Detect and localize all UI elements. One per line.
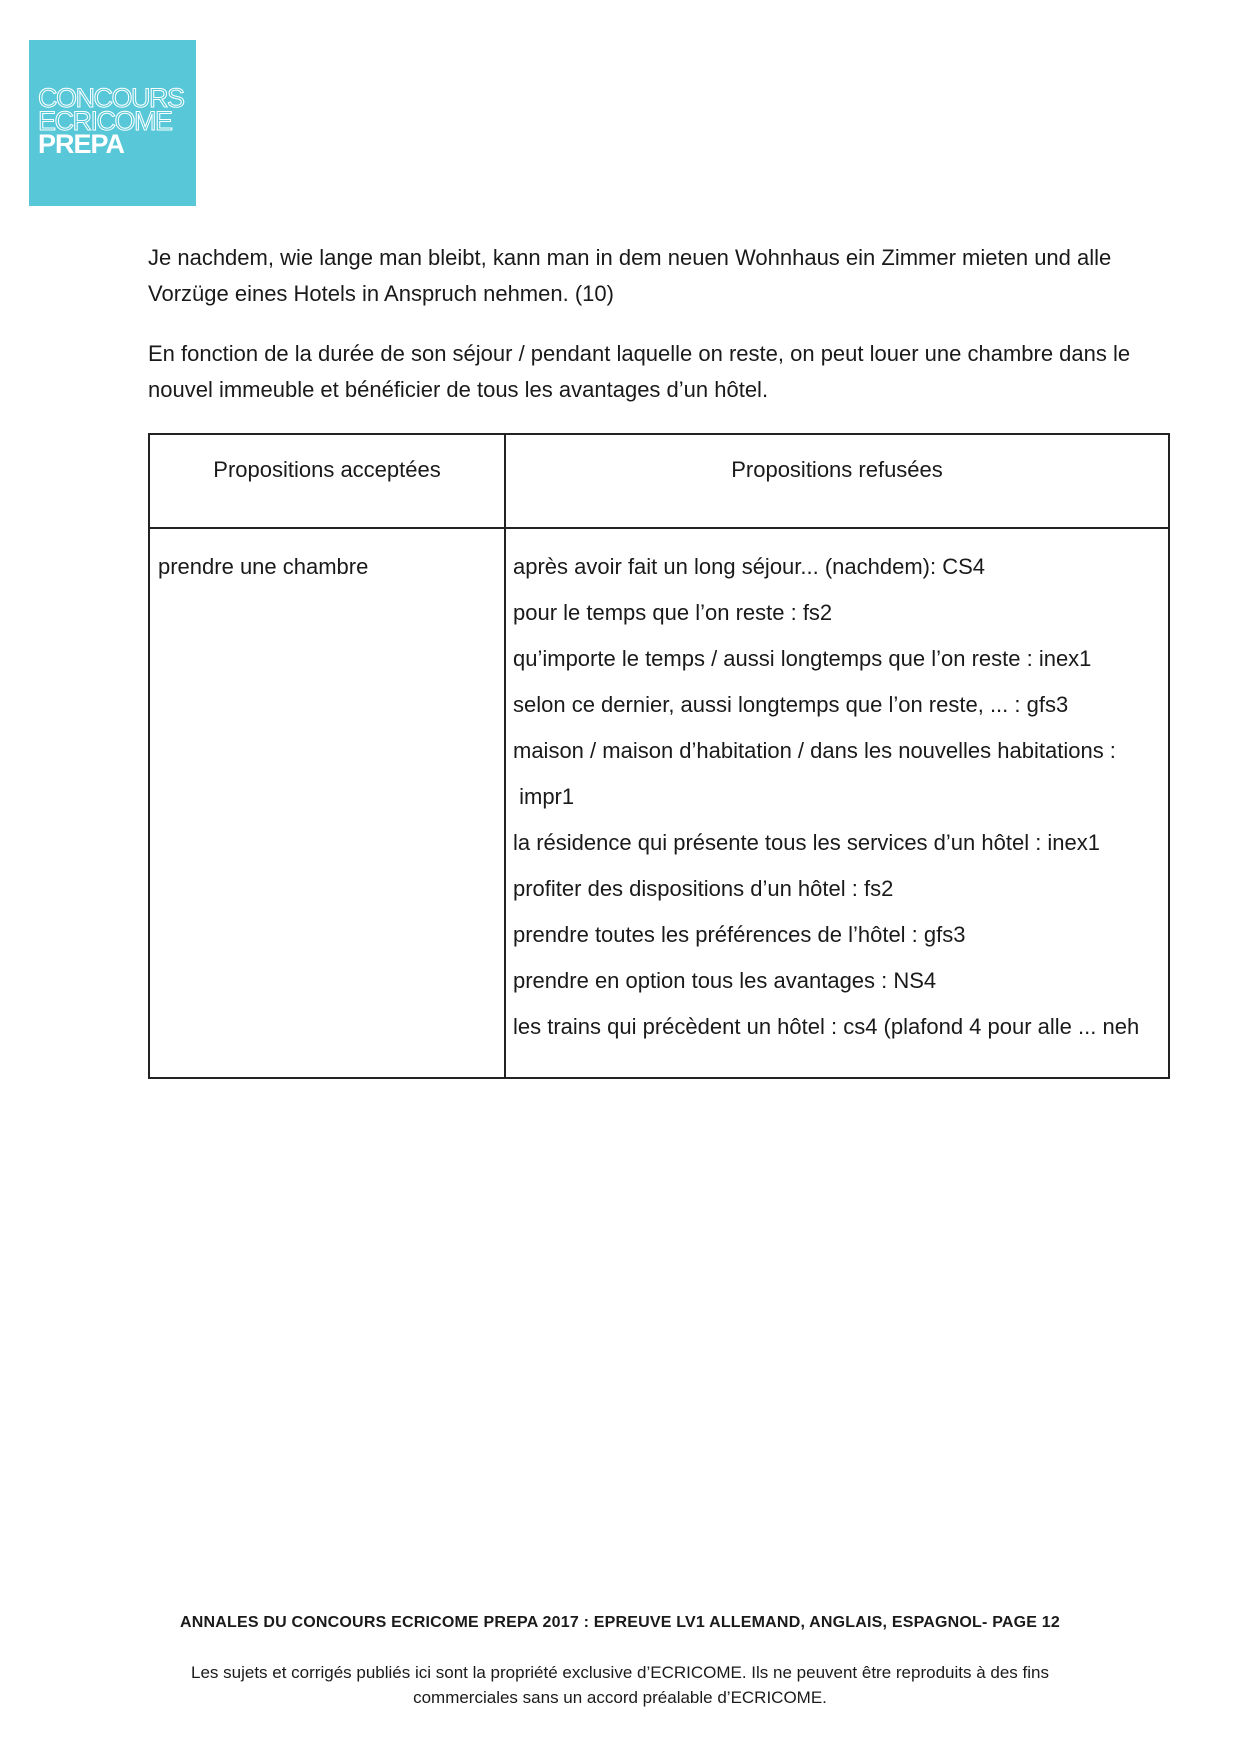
refused-item: la résidence qui présente tous les services d’un hôtel : inex1: [513, 830, 1101, 855]
french-translation: En fonction de la durée de son séjour / pendant laquelle on reste, on peut louer une chambre dans le nouvel immeuble et bénéficier de tous les avantages d’un hôtel.: [148, 341, 1131, 402]
refused-item: prendre en option tous les avantages : NS4: [513, 968, 937, 993]
refused-item: profiter des dispositions d’un hôtel : fs2: [513, 876, 894, 901]
ecricome-logo: [29, 40, 196, 206]
table-header-row: [149, 434, 1169, 528]
refused-item: pour le temps que l’on reste : fs2: [513, 600, 833, 625]
footer-title: ANNALES DU CONCOURS ECRICOME PREPA 2017 : EPREUVE LV1 ALLEMAND, ANGLAIS, ESPAGNOL- PAGE 12: [179, 1614, 1061, 1631]
refused-item: selon ce dernier, aussi longtemps que l’on reste, ... : gfs3: [513, 692, 1069, 717]
footer-copyright-note: Les sujets et corrigés publiés ici sont la propriété exclusive d’ECRICOME. Ils ne peuvent être reproduits à des fins commerciales sans un accord préalable d’ECRICOME.: [191, 1663, 1049, 1707]
header-refused: Propositions refusées: [505, 434, 1169, 528]
refused-item: maison / maison d’habitation / dans les nouvelles habitations :: [513, 738, 1116, 763]
refused-cell: [505, 528, 1169, 1078]
refused-item: après avoir fait un long séjour... (nachdem): CS4: [513, 554, 986, 579]
propositions-table: [148, 433, 1170, 1079]
header-accepted: Propositions acceptées: [149, 434, 505, 528]
logo-text-concours: CONCOURS: [38, 83, 184, 113]
refused-item: qu’importe le temps / aussi longtemps que l’on reste : inex1: [513, 646, 1092, 671]
refused-item: prendre toutes les préférences de l’hôtel : gfs3: [513, 922, 966, 947]
table-row: [149, 528, 1169, 1078]
logo-text-prepa: PREPA: [38, 129, 125, 159]
accepted-item: prendre une chambre: [158, 554, 369, 579]
accepted-cell: [149, 528, 505, 1078]
refused-item: les trains qui précèdent un hôtel : cs4 (plafond 4 pour alle ... neh: [513, 1014, 1140, 1039]
logo-text-ecricome: ECRICOME: [38, 106, 172, 136]
german-source-sentence: Je nachdem, wie lange man bleibt, kann man in dem neuen Wohnhaus ein Zimmer mieten und alle Vorzüge eines Hotels in Anspruch nehmen. (10): [148, 245, 1112, 306]
refused-item: impr1: [513, 784, 575, 809]
